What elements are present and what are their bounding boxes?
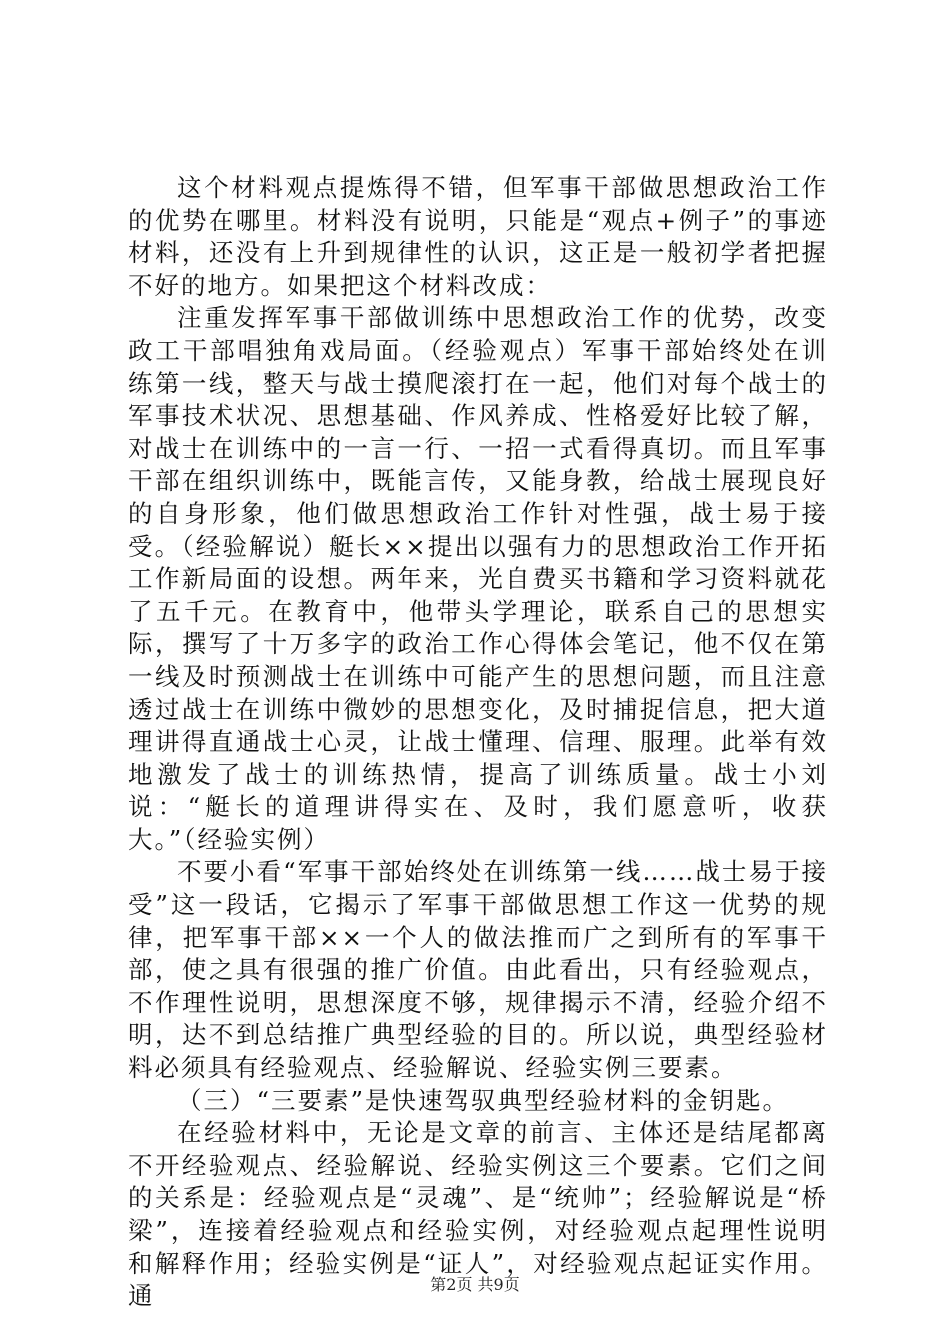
paragraph: 在经验材料中，无论是文章的前言、主体还是结尾都离不开经验观点、经验解说、经验实例这三个要素。它们之间的关系是：经验观点是“灵魂”、是“统帅”；经验解说是“桥梁”，连接着经验观点和经验实例，对经验观点起理性说明和解释作用；经验实例是“证人”，对经验观点起证实作用。通 xyxy=(128,1118,828,1311)
paragraph: 不要小看“军事干部始终处在训练第一线……战士易于接受”这一段话，它揭示了军事干部做思想工作这一优势的规律，把军事干部××一个人的做法推而广之到所有的军事干部，使之具有很强的推广价值。由此看出，只有经验观点，不作理性说明，思想深度不够，规律揭示不清，经验介绍不明，达不到总结推广典型经验的目的。所以说，典型经验材料必须具有经验观点、经验解说、经验实例三要素。 xyxy=(128,857,828,1083)
section-heading: （三）“三要素”是快速驾驭典型经验材料的金钥匙。 xyxy=(177,1085,790,1115)
paragraph: 注重发挥军事干部做训练中思想政治工作的优势，改变政工干部唱独角戏局面。（经验观点）军事干部始终处在训练第一线，整天与战士摸爬滚打在一起，他们对每个战士的军事技术状况、思想基础、作风养成、性格爱好比较了解，对战士在训练中的一言一行、一招一式看得真切。而且军事干部在组织训练中，既能言传，又能身教，给战士展现良好的自身形象，他们做思想政治工作针对性强，战士易于接受。（经验解说）艇长××提出以强有力的思想政治工作开拓工作新局面的设想。两年来，光自费买书籍和学习资料就花了五千元。在教育中，他带头学理论，联系自己的思想实际，撰写了十万多字的政治工作心得体会笔记，他不仅在第一线及时预测战士在训练中可能产生的思想问题，而且注意透过战士在训练中微妙的思想变化，及时捕捉信息，把大道理讲得直通战士心灵，让战士懂理、信理、服理。此举有效地激发了战士的训练热情，提高了训练质量。战士小刘说：“艇长的道理讲得实在、及时，我们愿意听，收获大。”（经验实例） xyxy=(128,303,828,854)
paragraph: 这个材料观点提炼得不错，但军事干部做思想政治工作的优势在哪里。材料没有说明，只能是“观点+例子”的事迹材料，还没有上升到规律性的认识，这正是一般初学者把握不好的地方。如果把这个材料改成： xyxy=(128,173,828,300)
document-body xyxy=(128,172,828,1313)
page-number-footer: 第2页 共9页 xyxy=(430,1275,520,1294)
